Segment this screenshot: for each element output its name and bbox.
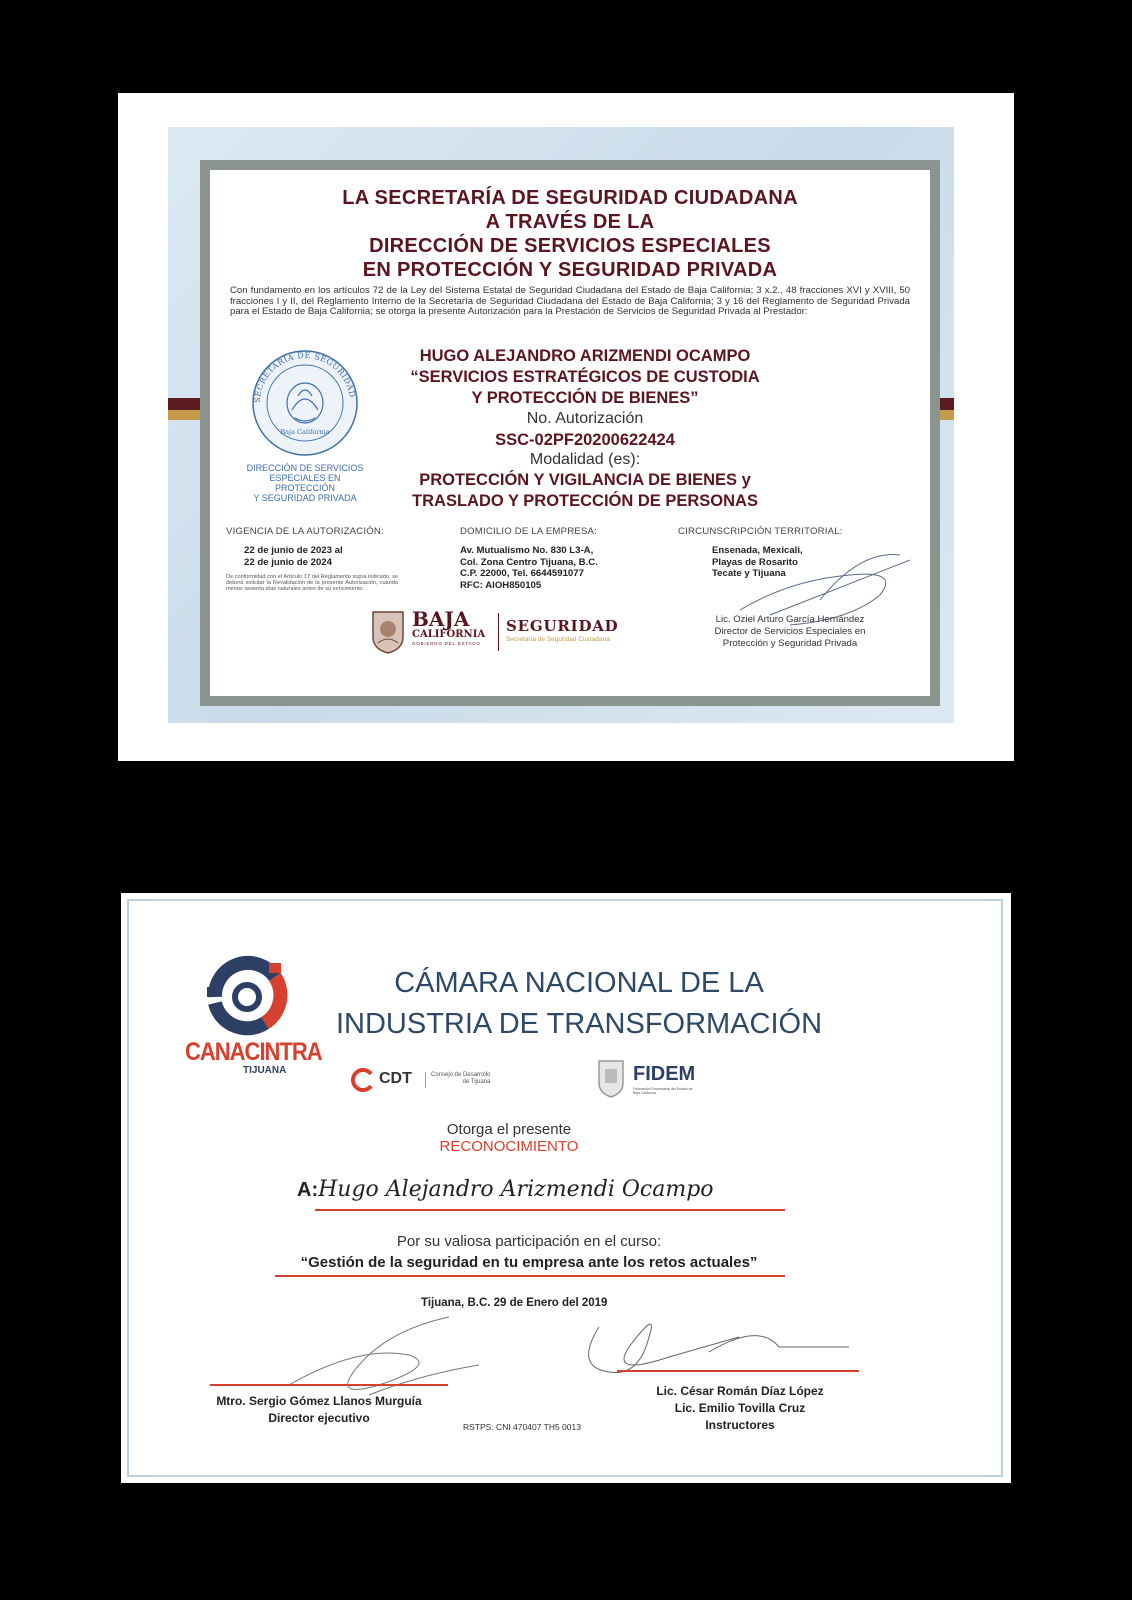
territory-label: CIRCUNSCRIPCIÓN TERRITORIAL: xyxy=(678,526,843,537)
validity-date: 22 de junio de 2024 xyxy=(244,556,332,568)
validity-block xyxy=(226,526,416,593)
title-line: LA SECRETARÍA DE SEGURIDAD CIUDADANA xyxy=(342,187,798,209)
right-signer-title: Instructores xyxy=(705,1418,775,1432)
title-line: A TRAVÉS DE LA xyxy=(485,211,655,233)
seal-caption-line: Y SEGURIDAD PRIVADA xyxy=(253,493,357,503)
recognition-certificate xyxy=(121,893,1011,1483)
canacintra-logo xyxy=(185,953,322,1093)
right-signature-line xyxy=(617,1370,859,1372)
title-line: INDUSTRIA DE TRANSFORMACIÓN xyxy=(335,1008,823,1040)
title-line: DIRECCIÓN DE SERVICIOS ESPECIALES xyxy=(369,235,771,257)
government-logos xyxy=(370,607,660,659)
course-intro: Por su valiosa participación en el curso: xyxy=(396,1233,662,1250)
canacintra-city: TIJUANA xyxy=(243,1065,287,1076)
validity-note: De conformidad con el Artículo 17 del Reglamento supra indicado, se deberá solicitar la Revalidación de la presente Autorización, cuando menos sesenta días naturales antes de su vencimiento. xyxy=(226,574,398,593)
baja-text: BAJA xyxy=(412,607,470,631)
signatory-name: Lic. Oziel Arturo García Hernández xyxy=(715,614,865,625)
validity-date: 22 de junio de 2023 al xyxy=(244,545,343,556)
address-line: RFC: AIOH850105 xyxy=(460,579,542,591)
course-underline xyxy=(275,1275,785,1277)
left-signer xyxy=(199,1393,439,1427)
certificate-frame xyxy=(200,160,940,706)
provider-block xyxy=(360,346,810,512)
institution-title xyxy=(319,963,839,1045)
cdt-divider xyxy=(425,1072,426,1088)
territory-line: Playas de Rosarito xyxy=(712,556,798,568)
seal-emblem-icon xyxy=(240,348,370,458)
gobierno-text: GOBIERNO DEL ESTADO xyxy=(412,641,481,646)
reconocimiento-text: RECONOCIMIENTO xyxy=(439,1138,579,1155)
left-signer-title: Director ejecutivo xyxy=(268,1411,370,1425)
seal-bottom-text: Baja California xyxy=(280,428,330,436)
authorization-label: No. Autorización xyxy=(526,410,644,427)
modality-label: Modalidad (es): xyxy=(529,451,641,468)
signatory-block xyxy=(680,614,900,650)
fidem-shield-icon xyxy=(597,1059,625,1099)
canacintra-gear-icon xyxy=(203,953,293,1037)
left-signature-line xyxy=(210,1384,448,1386)
right-signers xyxy=(625,1383,855,1434)
cdt-abbr: CDT xyxy=(379,1070,412,1087)
california-text: CALIFORNIA xyxy=(412,629,486,640)
fidem-abbr: FIDEM xyxy=(633,1063,696,1085)
cdt-full-line: Consejo de Desarrollo xyxy=(431,1072,491,1078)
place-date: Tijuana, B.C. 29 de Enero del 2019 xyxy=(421,1297,608,1309)
signatory-title: Director de Servicios Especiales en xyxy=(714,626,866,637)
title-line: EN PROTECCIÓN Y SEGURIDAD PRIVADA xyxy=(362,259,778,281)
seal xyxy=(240,348,370,503)
territory-line: Ensenada, Mexicali, xyxy=(712,545,803,556)
fidem-logo xyxy=(597,1059,737,1099)
address-line: C.P. 22000, Tel. 6644591077 xyxy=(460,568,584,579)
modality-line: TRASLADO Y PROTECCIÓN DE PERSONAS xyxy=(412,492,758,510)
right-signer-name: Lic. Emilio Tovilla Cruz xyxy=(674,1401,806,1415)
registry-number: RSTPS: CNI 470407 TH5 0013 xyxy=(463,1422,581,1432)
fidem-sub: Federación Empresarial del Estado de Baja California xyxy=(633,1087,693,1095)
seal-caption xyxy=(240,463,370,503)
recognition-heading xyxy=(359,1121,659,1155)
baja-california-shield-icon xyxy=(370,609,406,655)
left-signature-scribble-icon xyxy=(269,1305,489,1405)
seal-caption-line: DIRECCIÓN DE SERVICIOS xyxy=(246,463,364,473)
cdt-ring-icon xyxy=(351,1068,375,1092)
seal-caption-line: ESPECIALES EN PROTECCIÓN xyxy=(269,473,341,493)
territory-line: Tecate y Tijuana xyxy=(712,568,786,579)
course-block xyxy=(249,1233,809,1271)
modality-line: PROTECCIÓN Y VIGILANCIA DE BIENES y xyxy=(419,471,751,489)
recipient-underline xyxy=(315,1209,785,1211)
left-signer-name: Mtro. Sergio Gómez Llanos Murguía xyxy=(216,1394,422,1408)
validity-label: VIGENCIA DE LA AUTORIZACIÓN: xyxy=(226,526,384,537)
authorization-number: SSC-02PF20200622424 xyxy=(495,431,675,449)
seguridad-text: SEGURIDAD xyxy=(506,617,619,635)
certificate-title xyxy=(210,186,930,282)
cdt-logo xyxy=(351,1066,551,1096)
recipient-prefix: A: xyxy=(297,1179,319,1201)
recipient-name: Hugo Alejandro Arizmendi Ocampo xyxy=(318,1177,714,1202)
address-line: Av. Mutualismo No. 830 L3-A, xyxy=(460,545,594,556)
provider-company: “SERVICIOS ESTRATÉGICOS DE CUSTODIA xyxy=(410,368,760,386)
secretaria-text: Secretaría de Seguridad Ciudadana xyxy=(506,636,610,643)
provider-name: HUGO ALEJANDRO ARIZMENDI OCAMPO xyxy=(419,347,751,365)
address-block xyxy=(460,526,660,591)
otorga-text: Otorga el presente xyxy=(446,1121,572,1138)
baja-california-wordmark xyxy=(412,609,485,646)
seal-ring-text: SECRETARÍA DE SEGURIDAD xyxy=(252,350,357,404)
title-line: CÁMARA NACIONAL DE LA xyxy=(394,967,764,999)
authorization-certificate xyxy=(118,93,1014,761)
seguridad-wordmark xyxy=(506,617,619,643)
course-name: “Gestión de la seguridad en tu empresa ante los retos actuales” xyxy=(300,1254,758,1271)
right-signer-name: Lic. César Román Díaz López xyxy=(656,1384,824,1398)
signatory-title: Protección y Seguridad Privada xyxy=(722,638,858,649)
logo-divider xyxy=(498,613,499,651)
cdt-full-line: de Tijuana xyxy=(462,1079,491,1085)
provider-company: Y PROTECCIÓN DE BIENES” xyxy=(471,389,699,407)
address-line: Col. Zona Centro Tijuana, B.C. xyxy=(460,556,598,568)
cdt-full xyxy=(431,1072,490,1086)
certificate-border xyxy=(127,899,1003,1477)
recipient-line xyxy=(297,1177,817,1202)
address-label: DOMICILIO DE LA EMPRESA: xyxy=(460,526,598,537)
legal-basis-text: Con fundamento en los artículos 72 de la Ley del Sistema Estatal de Seguridad Ciudadana del Estado de Baja California; 3 x.2., 48 fracciones XVI y XVIII, 50 fracciones I y II, del Reglamento Interno de la Secretaría de Seguridad Ciudadana del Estado de Baja California; 3 y 16 del Reglamento de Seguridad Privada para el Estado de Baja California; se otorga la presente Autorización para la Prestación de Servicios de Seguridad Privada al Prestador: xyxy=(230,285,910,318)
right-signature-scribble-icon xyxy=(569,1297,869,1387)
canacintra-name: CANACINTRA xyxy=(185,1037,322,1066)
